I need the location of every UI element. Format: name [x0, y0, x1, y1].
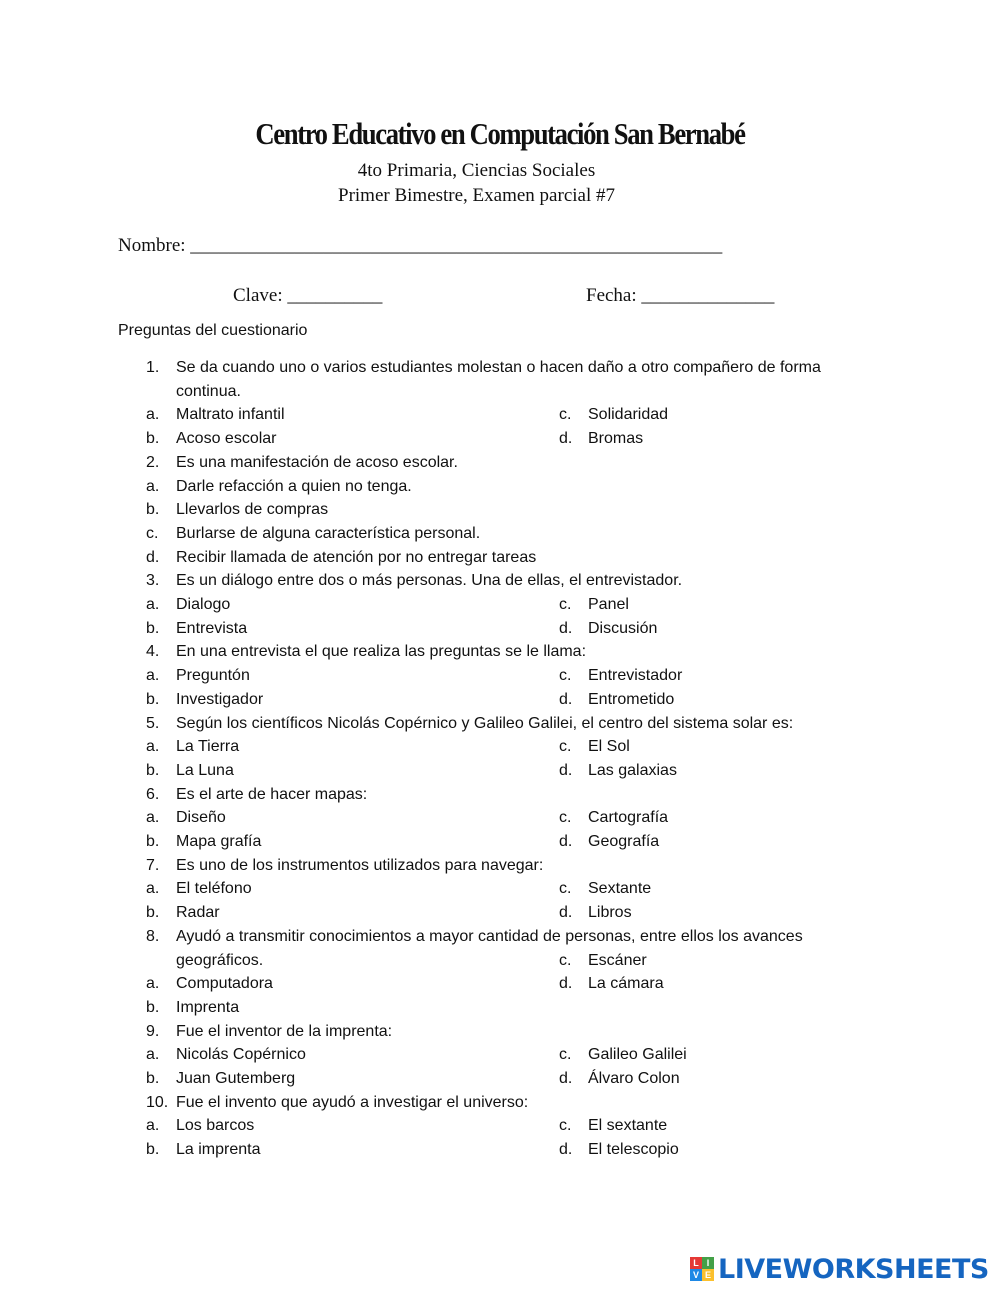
option-letter: d.: [559, 690, 573, 708]
answer-option[interactable]: Acoso escolar: [176, 430, 277, 448]
option-row: [0, 664, 1000, 688]
question-text: Fue el invento que ayudó a investigar el universo:: [176, 1093, 529, 1111]
option-letter: b.: [146, 833, 160, 850]
option-row: [0, 996, 1000, 1020]
answer-option[interactable]: El sextante: [588, 1117, 668, 1135]
logo-letter: I: [702, 1257, 714, 1269]
option-row: [0, 1114, 1000, 1138]
option-letter: d.: [146, 548, 160, 566]
answer-option[interactable]: Darle refacción a quien no tenga.: [176, 477, 412, 495]
question-text: Ayudó a transmitir conocimientos a mayor cantidad de personas, entre ellos los avances geográficos.: [176, 927, 803, 969]
answer-option[interactable]: La Tierra: [176, 738, 240, 756]
option-row: [0, 688, 1000, 712]
question-number: 6.: [146, 785, 160, 803]
answer-option[interactable]: Bromas: [588, 430, 644, 448]
answer-option[interactable]: La Luna: [176, 761, 234, 779]
nombre-field[interactable]: Nombre: ________________________________________________________: [118, 235, 723, 256]
option-letter: b.: [146, 1141, 160, 1159]
question-text: En una entrevista el que realiza las preguntas se le llama:: [176, 643, 587, 661]
answer-option[interactable]: Recibir llamada de atención por no entregar tareas: [176, 548, 537, 566]
option-letter: d.: [559, 975, 573, 993]
option-letter: c.: [559, 1117, 572, 1135]
option-row: [0, 901, 1000, 925]
answer-option[interactable]: El Sol: [588, 738, 630, 756]
question-text: Fue el inventor de la imprenta:: [176, 1022, 393, 1040]
option-letter: c.: [559, 951, 572, 969]
option-letter: b.: [146, 619, 160, 637]
option-row: [0, 1138, 1000, 1162]
option-letter: a.: [146, 1046, 160, 1064]
option-letter: d.: [559, 904, 573, 922]
answer-option[interactable]: Sextante: [588, 880, 652, 898]
option-letter: a.: [146, 880, 160, 898]
answer-option[interactable]: Preguntón: [176, 667, 250, 685]
question-number: 4.: [146, 643, 160, 661]
answer-option[interactable]: Álvaro Colon: [588, 1070, 680, 1087]
question-text: Es una manifestación de acoso escolar.: [176, 453, 458, 471]
option-letter: c.: [559, 1046, 572, 1064]
answer-option[interactable]: Entrevistador: [588, 667, 683, 685]
option-row: [0, 1067, 1000, 1091]
option-letter: b.: [146, 501, 160, 519]
option-letter: b.: [146, 761, 160, 779]
option-letter: b.: [146, 690, 160, 708]
answer-option[interactable]: El teléfono: [176, 880, 252, 898]
option-letter: c.: [559, 809, 572, 827]
option-row: [0, 403, 1000, 427]
option-letter: d.: [559, 619, 573, 637]
option-row: [0, 475, 1000, 499]
option-letter: c.: [559, 738, 572, 756]
answer-option[interactable]: La cámara: [588, 975, 664, 993]
option-letter: c.: [559, 880, 572, 898]
option-letter: c.: [559, 667, 572, 685]
answer-option[interactable]: Panel: [588, 596, 629, 613]
option-letter: c.: [559, 596, 572, 613]
option-letter: b.: [146, 1070, 160, 1087]
question-text: Se da cuando uno o varios estudiantes molestan o hacen daño a otro compañero de forma continua.: [176, 359, 821, 400]
document-subtitle-course: 4to Primaria, Ciencias Sociales: [357, 160, 596, 181]
option-letter: a.: [146, 975, 160, 993]
answer-option[interactable]: Mapa grafía: [176, 833, 262, 850]
question-number: 7.: [146, 856, 160, 874]
answer-option[interactable]: Entrevista: [176, 619, 248, 637]
question-number: 2.: [146, 453, 160, 471]
answer-option[interactable]: Maltrato infantil: [176, 406, 285, 424]
option-letter: c.: [146, 524, 159, 542]
logo-letter: E: [702, 1269, 714, 1281]
question-number: 1.: [146, 359, 160, 376]
answer-option[interactable]: Nicolás Copérnico: [176, 1046, 306, 1064]
option-row: [0, 593, 1000, 617]
option-row: [0, 735, 1000, 759]
document-title: Centro Educativo en Computación San Bernabé: [255, 116, 745, 151]
liveworksheets-logo-icon: [690, 1257, 714, 1281]
answer-option[interactable]: Burlarse de alguna característica personal.: [176, 524, 481, 542]
answer-option[interactable]: Cartografía: [588, 809, 669, 827]
option-letter: a.: [146, 667, 160, 685]
answer-option[interactable]: Discusión: [588, 619, 658, 637]
section-title: Preguntas del cuestionario: [118, 322, 308, 339]
document-subtitle-exam: Primer Bimestre, Examen parcial #7: [338, 185, 615, 206]
option-row: [0, 427, 1000, 451]
answer-option[interactable]: Dialogo: [176, 596, 231, 613]
question-number: 8.: [146, 927, 160, 945]
option-letter: b.: [146, 430, 160, 448]
answer-option[interactable]: El telescopio: [588, 1141, 679, 1159]
answer-option[interactable]: Entrometido: [588, 690, 675, 708]
answer-option[interactable]: Llevarlos de compras: [176, 501, 329, 519]
answer-option[interactable]: Galileo Galilei: [588, 1046, 687, 1064]
option-letter: a.: [146, 1117, 160, 1135]
option-row: [0, 759, 1000, 783]
option-letter: a.: [146, 738, 160, 756]
answer-option[interactable]: Computadora: [176, 975, 273, 993]
option-letter: a.: [146, 809, 160, 827]
answer-option[interactable]: Las galaxias: [588, 761, 677, 779]
logo-letter: L: [690, 1257, 702, 1269]
option-letter: a.: [146, 596, 160, 613]
option-row: [0, 830, 1000, 854]
option-letter: d.: [559, 1070, 573, 1087]
option-letter: d.: [559, 1141, 573, 1159]
question-text: Es uno de los instrumentos utilizados para navegar:: [176, 856, 544, 874]
answer-option[interactable]: Geografía: [588, 833, 660, 850]
option-row: [0, 522, 1000, 546]
option-letter: d.: [559, 833, 573, 850]
option-row: [0, 1043, 1000, 1067]
option-letter: d.: [559, 761, 573, 779]
option-letter: a.: [146, 406, 160, 424]
option-row: [0, 877, 1000, 901]
answer-option[interactable]: Los barcos: [176, 1117, 255, 1135]
question-text: Según los científicos Nicolás Copérnico y Galileo Galilei, el centro del sistema solar es:: [176, 714, 794, 732]
question-number: 10.: [146, 1093, 169, 1111]
answer-option[interactable]: La imprenta: [176, 1141, 261, 1159]
clave-field[interactable]: Clave: __________: [233, 285, 383, 306]
answer-option[interactable]: Juan Gutemberg: [176, 1070, 296, 1087]
question-text: Es un diálogo entre dos o más personas. Una de ellas, el entrevistador.: [176, 572, 683, 590]
answer-option[interactable]: Imprenta: [176, 998, 240, 1016]
option-row: [0, 949, 1000, 973]
liveworksheets-logo: [690, 1252, 989, 1286]
option-row: [0, 617, 1000, 641]
answer-option[interactable]: Investigador: [176, 690, 264, 708]
answer-option[interactable]: Radar: [176, 904, 220, 922]
question-number: 9.: [146, 1022, 160, 1040]
fecha-field[interactable]: Fecha: ______________: [586, 285, 775, 306]
option-letter: b.: [146, 998, 160, 1016]
question-number: 3.: [146, 572, 160, 590]
liveworksheets-logo-text: LIVEWORKSHEETS: [718, 1253, 989, 1285]
option-letter: b.: [146, 904, 160, 922]
question-number: 5.: [146, 714, 160, 732]
option-letter: a.: [146, 477, 160, 495]
logo-letter: V: [690, 1269, 702, 1281]
option-letter: d.: [559, 430, 573, 448]
option-letter: c.: [559, 406, 572, 424]
option-row: [0, 546, 1000, 570]
option-row: [0, 498, 1000, 522]
option-row: [0, 806, 1000, 830]
answer-option[interactable]: Solidaridad: [588, 406, 669, 424]
answer-option[interactable]: Libros: [588, 904, 632, 922]
question-text: Es el arte de hacer mapas:: [176, 785, 368, 803]
answer-option[interactable]: Escáner: [588, 951, 647, 969]
option-row: [0, 972, 1000, 996]
answer-option[interactable]: Diseño: [176, 809, 226, 827]
